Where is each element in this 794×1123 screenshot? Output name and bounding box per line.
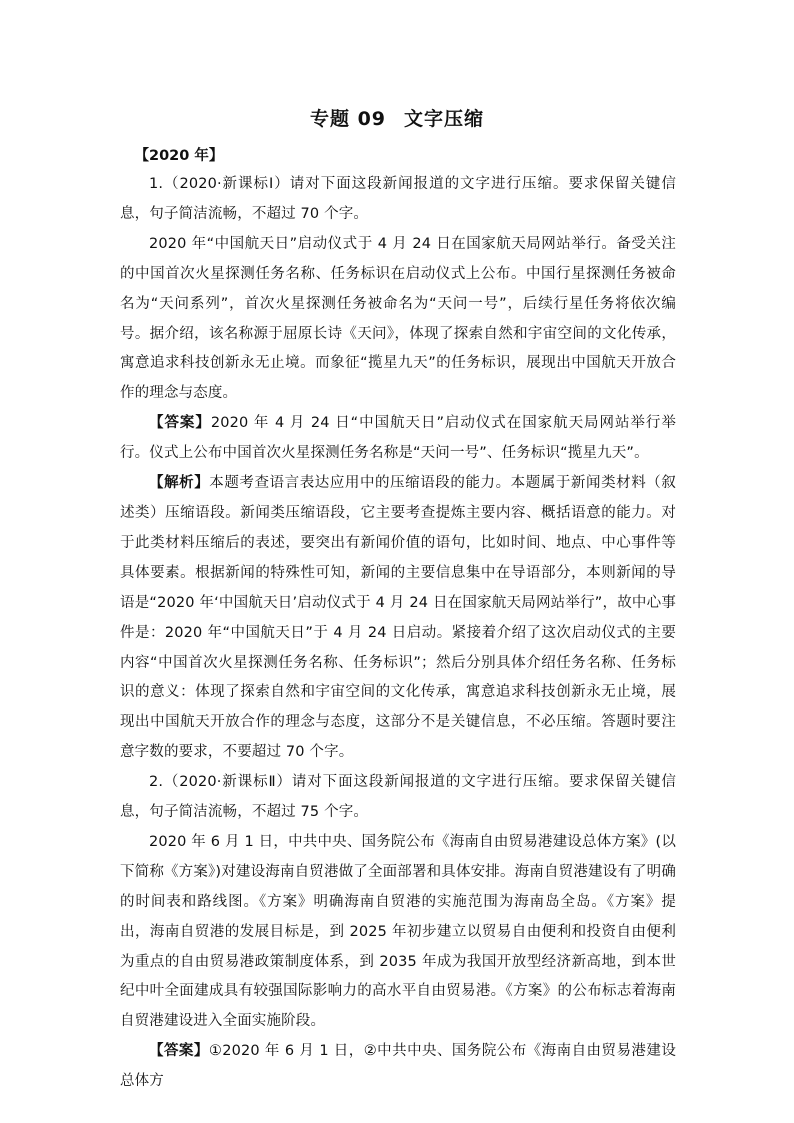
analysis-text: 本题考查语言表达应用中的压缩语段的能力。本题属于新闻类材料（叙述类）压缩语段。新闻类压缩语段，它主要考查提炼主要内容、概括语意的能力。对于此类材料压缩后的表述，要突出有新闻价值的语句，比如时间、地点、中心事件等具体要素。根据新闻的特殊性可知，新闻的主要信息集中在导语部分，本则新闻的导语是“2020 年‘中国航天日’启动仪式于 4 月 24 日在国家航天局网站举行”，故中心事件是：2020 年“中国航天日”于 4 月 24 日启动。紧接着介绍了这次启动仪式的主要内容“中国首次火星探测任务名称、任务标识”；然后分别具体介绍任务名称、任务标识的意义：体现了探索自然和宇宙空间的文化传承，寓意追求科技创新永无止境，展现出中国航天开放合作的理念与态度，这部分不是关键信息，不必压缩。答题时要注意字数的要求，不要超过 70 个字。 [120, 475, 676, 761]
question-1-answer [120, 409, 676, 469]
title-topic-name: 文字压缩 [404, 108, 485, 130]
question-1-analysis [120, 469, 676, 768]
question-2-answer [120, 1037, 676, 1097]
answer-text: ①2020 年 6 月 1 日，②中共中央、国务院公布《海南自由贸易港建设总体方 [120, 1043, 676, 1090]
title-topic-number: 专题 09 [309, 108, 387, 130]
question-2-prompt: 2.（2020·新课标Ⅱ）请对下面这段新闻报道的文字进行压缩。要求保留关键信息，句子简洁流畅，不超过 75 个字。 [120, 774, 676, 821]
page-title [120, 104, 674, 131]
answer-label: 【答案】 [149, 1043, 209, 1060]
answer-text: 2020 年 4 月 24 日“中国航天日”启动仪式在国家航天局网站举行举行。仪式上公布中国首次火星探测任务名称是“天问一号”、任务标识“揽星九天”。 [120, 415, 676, 462]
document-body [120, 142, 676, 1097]
question-1-passage: 2020 年“中国航天日”启动仪式于 4 月 24 日在国家航天局网站举行。备受关注的中国首次火星探测任务名称、任务标识在启动仪式上公布。中国行星探测任务被命名为“天问系列”，首次火星探测任务被命名为“天问一号”，后续行星任务将依次编号。据介绍，该名称源于屈原长诗《天问》，体现了探索自然和宇宙空间的文化传承，寓意追求科技创新永无止境。而象征“揽星九天”的任务标识，展现出中国航天开放合作的理念与态度。 [120, 235, 676, 402]
question-2-passage: 2020 年 6 月 1 日，中共中央、国务院公布《海南自由贸易港建设总体方案》(以下简称《方案》)对建设海南自贸港做了全面部署和具体安排。海南自贸港建设有了明确的时间表和路线图。《方案》明确海南自贸港的实施范围为海南岛全岛。《方案》提出，海南自贸港的发展目标是，到 2025 年初步建立以贸易自由便利和投资自由便利为重点的自由贸易港政策制度体系，到 2035 年成为我国开放型经济新高地，到本世纪中叶全面建成具有较强国际影响力的高水平自由贸易港。《方案》的公布标志着海南自贸港建设进入全面实施阶段。 [120, 833, 676, 1030]
question-1-prompt: 1.（2020·新课标Ⅰ）请对下面这段新闻报道的文字进行压缩。要求保留关键信息，句子简洁流畅，不超过 70 个字。 [120, 176, 676, 222]
year-heading: 【2020 年】 [134, 148, 224, 164]
answer-label: 【答案】 [149, 415, 211, 432]
analysis-label: 【解析】 [149, 475, 210, 492]
